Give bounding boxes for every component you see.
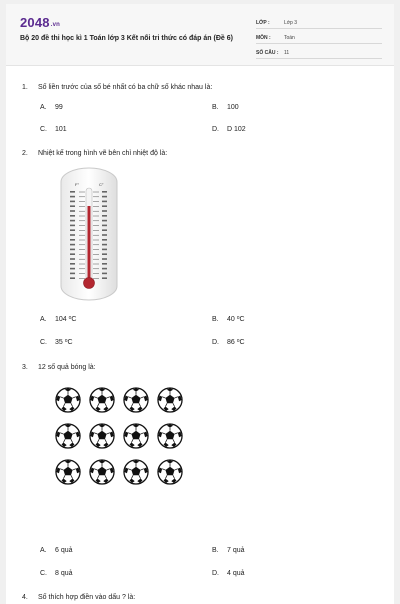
question-number: 4. (22, 594, 28, 601)
scale-f-label: F° (75, 182, 80, 187)
q2-option-c[interactable]: C. 35 $^o$C (40, 338, 73, 346)
question-3 (22, 364, 96, 371)
meta-subject-label: MÔN : (256, 35, 271, 41)
soccer-ball-icon (55, 387, 81, 413)
q2-option-a[interactable]: A. 104 $^o$C (40, 315, 77, 323)
meta-subject-value: Toán (284, 35, 295, 41)
q3-option-c[interactable]: C. 8 quả (40, 570, 73, 577)
meta-question-count (256, 47, 382, 59)
question-text: 12 số quả bóng là: (38, 364, 96, 371)
question-number: 2. (22, 150, 28, 157)
worksheet-page (6, 4, 394, 604)
soccer-ball-icon (89, 459, 115, 485)
question-number: 3. (22, 364, 28, 371)
q3-option-b[interactable]: B. 7 quả (212, 547, 245, 554)
q1-option-d[interactable]: D. D 102 (212, 126, 246, 133)
q3-option-d[interactable]: D. 4 quả (212, 570, 245, 577)
question-text: Số thích hợp điền vào dấu ? là: (38, 594, 136, 601)
soccer-ball-icon (89, 423, 115, 449)
question-1 (22, 84, 212, 91)
site-logo[interactable]: 2048.vn (20, 15, 61, 30)
q1-option-b[interactable]: B. 100 (212, 104, 239, 111)
soccer-ball-grid (52, 385, 192, 485)
q2-option-d[interactable]: D. 86 $^o$C (212, 338, 245, 346)
meta-class (256, 17, 382, 29)
thermometer-image (59, 166, 119, 304)
question-text: Số liền trước của số bé nhất có ba chữ số khác nhau là: (38, 84, 213, 91)
soccer-ball-icon (55, 459, 81, 485)
scale-c-label: C° (99, 182, 104, 187)
soccer-ball-icon (157, 459, 183, 485)
meta-class-value: Lớp 3 (284, 20, 298, 26)
document-title: Bộ 20 đề thi học kì 1 Toán lớp 3 Kết nối tri thức có đáp án (Đề 6) (20, 35, 233, 42)
thermometer-mercury (88, 206, 91, 282)
question-text: Nhiệt kế trong hình vẽ bên chỉ nhiệt độ là: (38, 150, 168, 157)
soccer-ball-icon (123, 423, 149, 449)
meta-class-label: LỚP : (256, 20, 270, 26)
q3-option-a[interactable]: A. 6 quả (40, 547, 73, 554)
soccer-ball-icon (123, 459, 149, 485)
meta-count-value: 11 (284, 50, 290, 56)
meta-count-label: SỐ CÂU : (256, 50, 279, 56)
soccer-ball-icon (157, 423, 183, 449)
meta-subject (256, 32, 382, 44)
q1-option-a[interactable]: A. 99 (40, 104, 63, 111)
soccer-ball-icon (123, 387, 149, 413)
q2-option-b[interactable]: B. 40 $^o$C (212, 315, 245, 323)
soccer-ball-icon (157, 387, 183, 413)
question-2 (22, 150, 167, 157)
q1-option-c[interactable]: C. 101 (40, 126, 67, 133)
question-number: 1. (22, 84, 28, 91)
soccer-ball-icon (55, 423, 81, 449)
thermometer-bulb (84, 278, 95, 289)
worksheet-header (6, 4, 394, 66)
soccer-ball-icon (89, 387, 115, 413)
